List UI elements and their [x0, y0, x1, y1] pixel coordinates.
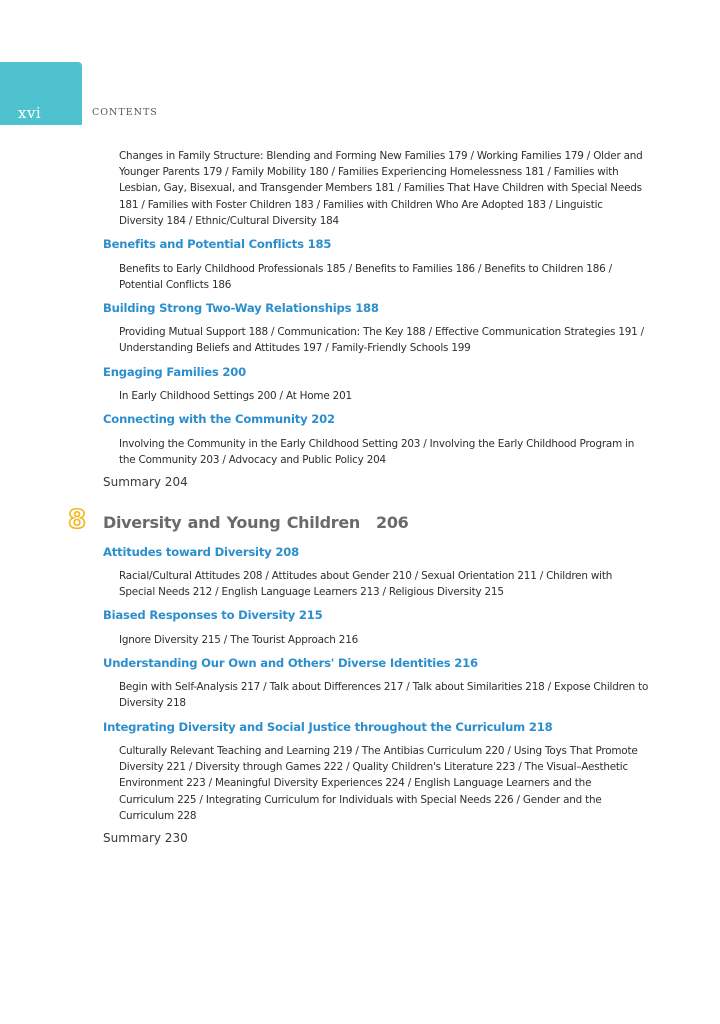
toc-subentries: Racial/Cultural Attitudes 208 / Attitudes about Gender 210 / Sexual Orientation 211 / Children with Special Needs 212 / English Language Learners 213 / Religious Diversity 215: [119, 570, 613, 599]
toc-subentries: Changes in Family Structure: Blending and Forming New Families 179 / Working Families 179 / Older and Younger Parents 179 / Family Mobility 180 / Families Experiencing Homelessness 181 / Families with Lesbian, Gay, Bisexual, and Transgender Members 181 / Families That Have Children with Special Needs 181 / Families with Foster Children 183 / Families with Children Who Are Adopted 183 / Linguistic Diversity 184 / Ethnic/Cultural Diversity 184: [119, 150, 643, 227]
toc-section-heading[interactable]: Attitudes toward Diversity 208: [103, 545, 299, 559]
toc-subentries: Begin with Self-Analysis 217 / Talk about Differences 217 / Talk about Similarities 218 / Expose Children to Diversity 218: [119, 681, 649, 710]
toc-subentries: Involving the Community in the Early Childhood Setting 203 / Involving the Early Childhood Program in the Community 203 / Advocacy and Public Policy 204: [119, 438, 635, 467]
toc-subentries: In Early Childhood Settings 200 / At Home 201: [119, 390, 352, 402]
toc-section-heading[interactable]: Connecting with the Community 202: [103, 412, 335, 426]
toc-section-heading[interactable]: Biased Responses to Diversity 215: [103, 608, 323, 622]
chapter-page: 206: [376, 513, 409, 532]
toc-summary[interactable]: Summary 230: [103, 831, 188, 845]
toc-section-heading[interactable]: Building Strong Two-Way Relationships 188: [103, 301, 379, 315]
toc-section-heading[interactable]: Integrating Diversity and Social Justice throughout the Curriculum 218: [103, 720, 553, 734]
toc-section-heading[interactable]: Understanding Our Own and Others' Diverse Identities 216: [103, 656, 478, 670]
toc-section-heading[interactable]: Engaging Families 200: [103, 365, 247, 379]
toc-subentries: Ignore Diversity 215 / The Tourist Approach 216: [119, 634, 359, 646]
toc-subentries: Benefits to Early Childhood Professionals 185 / Benefits to Families 186 / Benefits to Children 186 / Potential Conflicts 186: [119, 263, 612, 292]
running-head: CONTENTS: [92, 107, 158, 118]
toc-subentries: Providing Mutual Support 188 / Communication: The Key 188 / Effective Communication Strategies 191 / Understanding Beliefs and Attitudes 197 / Family-Friendly Schools 199: [119, 326, 644, 355]
chapter-title[interactable]: [103, 513, 409, 532]
page-number: xvi: [18, 104, 42, 122]
toc-subentries: Culturally Relevant Teaching and Learning 219 / The Antibias Curriculum 220 / Using Toys That Promote Diversity 221 / Diversity through Games 222 / Quality Children's Literature 223 / The Visual–Aesthetic Environment 223 / Meaningful Diversity Experiences 224 / English Language Learners and the Curriculum 225 / Integrating Curriculum for Individuals with Special Needs 226 / Gender and the Curriculum 228: [119, 745, 638, 822]
toc-section-heading[interactable]: Benefits and Potential Conflicts 185: [103, 237, 332, 251]
toc-summary[interactable]: Summary 204: [103, 475, 188, 489]
chapter-number: 8: [68, 505, 87, 535]
chapter-title-text: Diversity and Young Children: [103, 513, 361, 532]
